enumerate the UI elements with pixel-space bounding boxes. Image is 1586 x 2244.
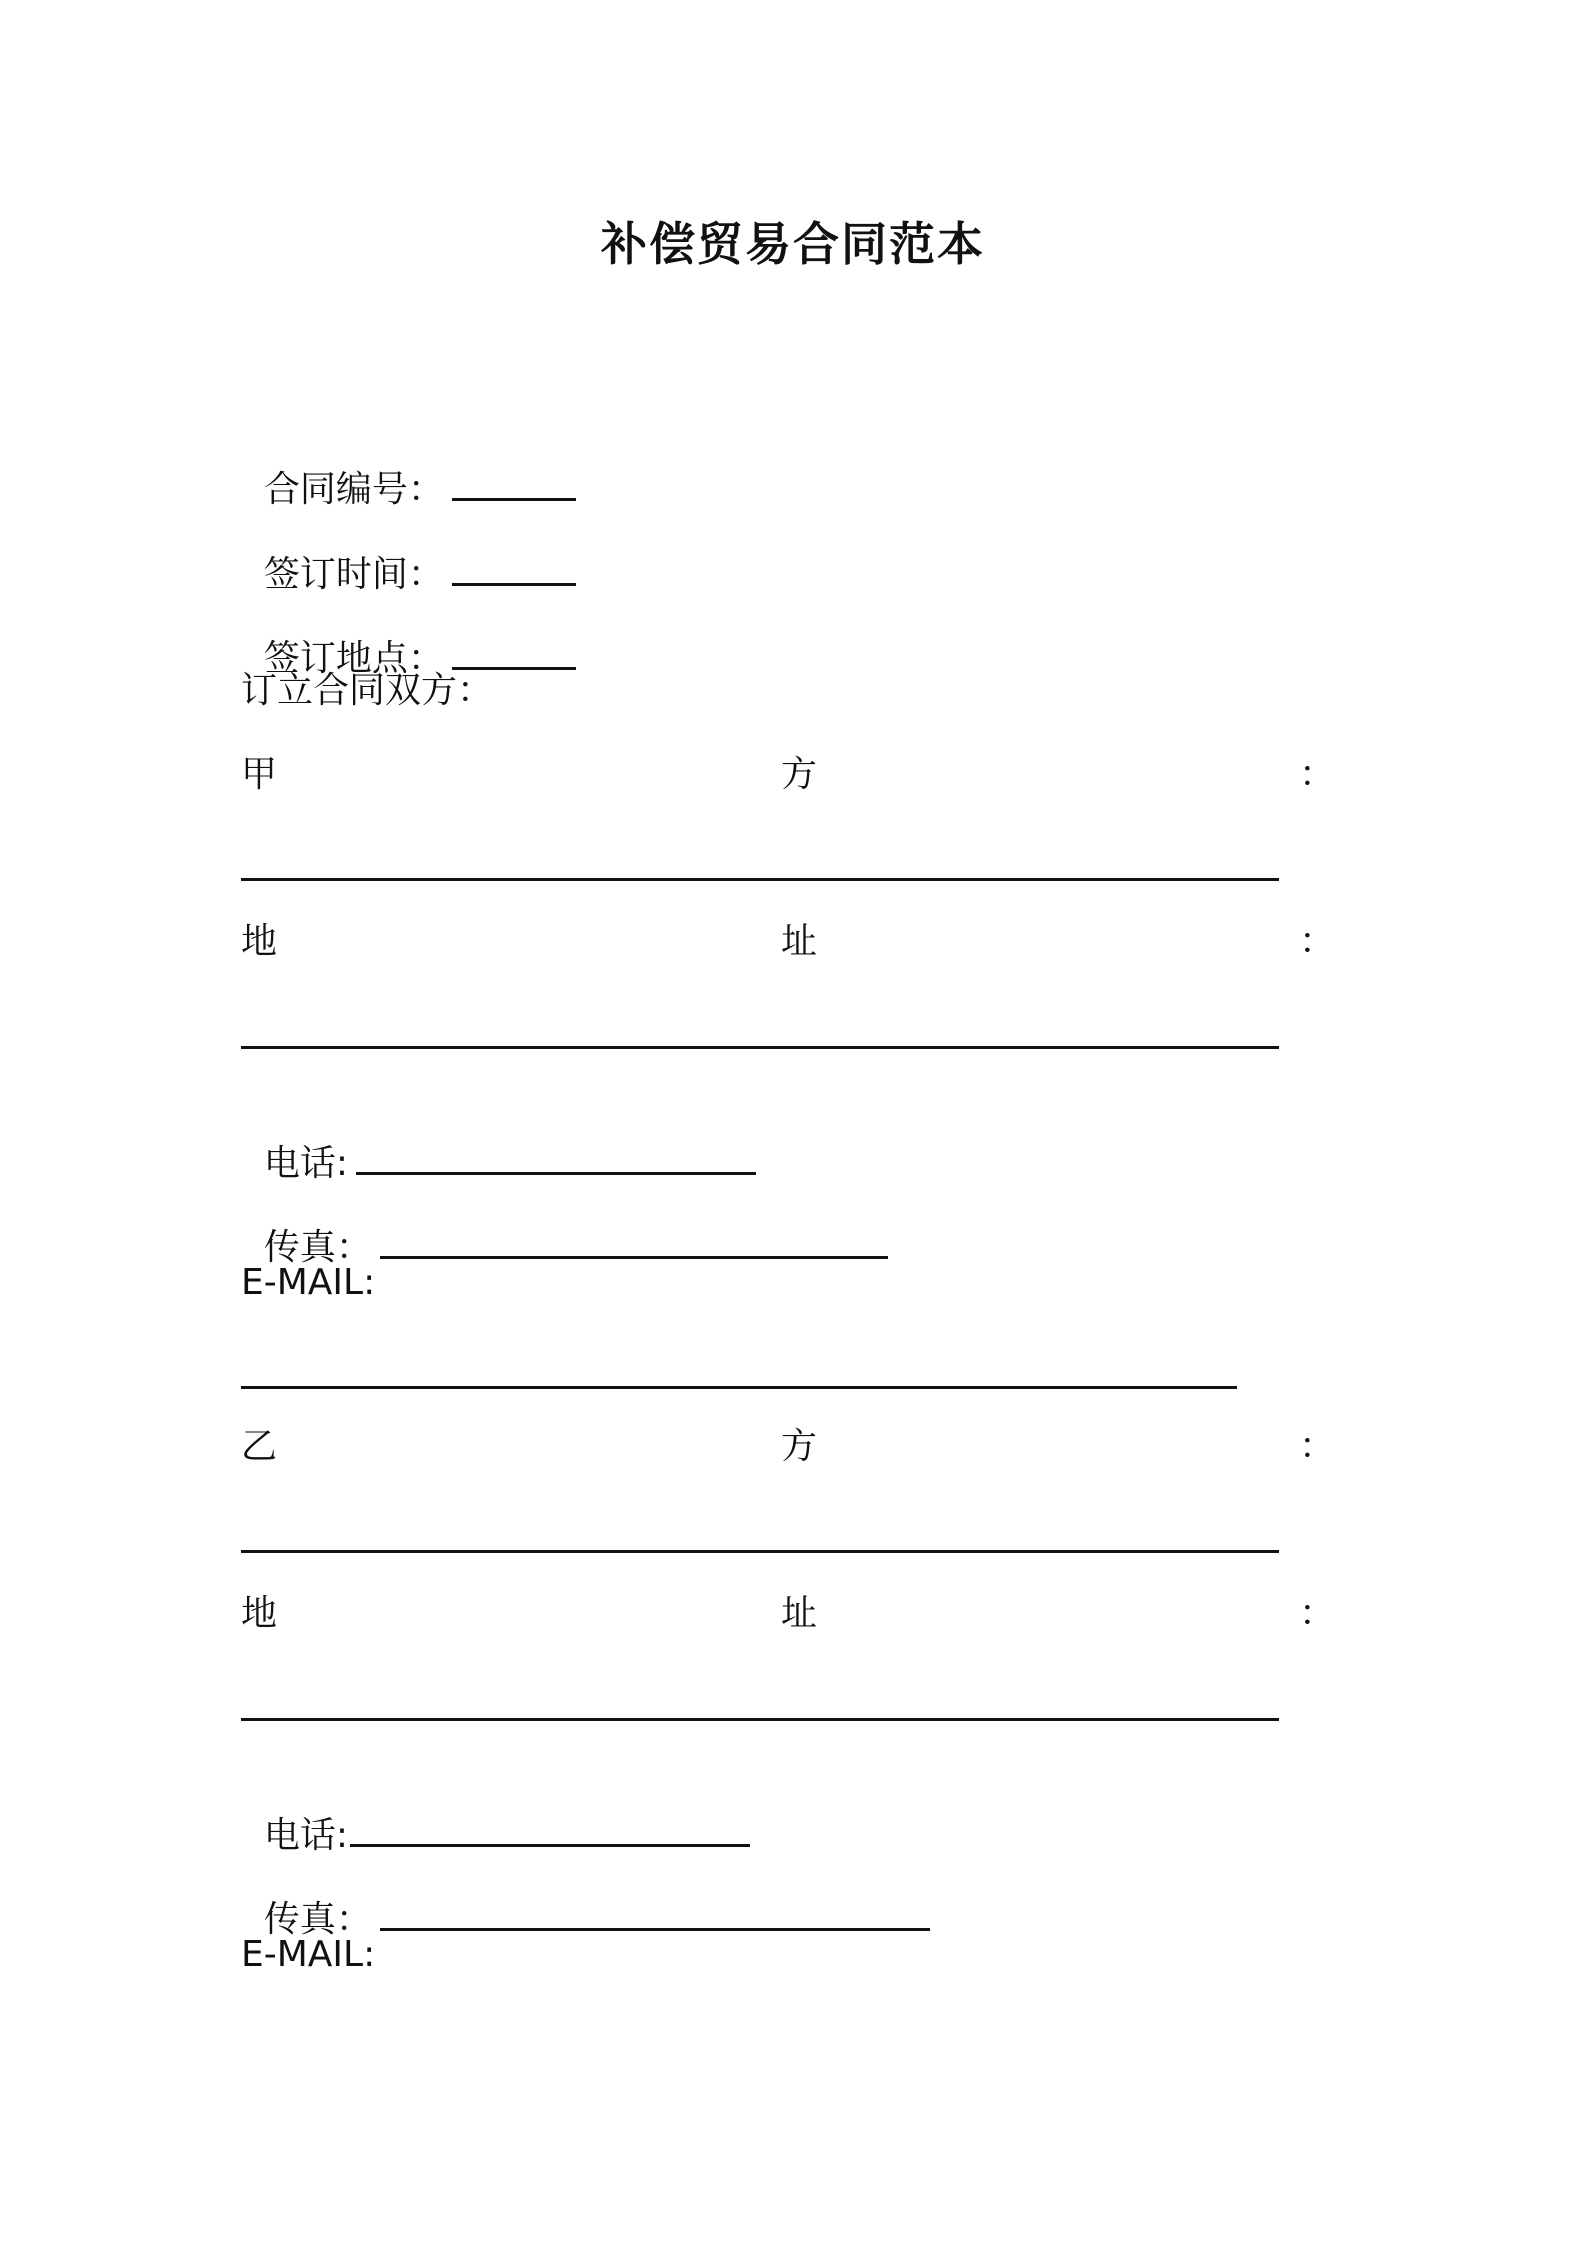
party-a-name-row: [241, 750, 1335, 800]
document-title: 补偿贸易合同范本: [601, 217, 985, 271]
party-a-address-field[interactable]: [241, 1046, 1279, 1049]
party-a-name-field[interactable]: [241, 878, 1279, 881]
party-b-char-2: 方: [781, 1426, 818, 1467]
party-b-email-label: E-MAIL:: [241, 1934, 376, 1975]
party-b-char-3: ：: [1298, 1426, 1335, 1467]
party-b-address-char-2: 址: [781, 1593, 818, 1634]
party-a-address-row: [241, 917, 1335, 967]
party-a-char-3: ：: [1298, 754, 1335, 795]
party-b-address-char-1: 地: [241, 1593, 278, 1634]
party-a-char-2: 方: [781, 754, 818, 795]
sign-place-field[interactable]: [452, 631, 576, 670]
party-a-address-char-3: ：: [1298, 921, 1335, 962]
sign-date-label: 签订时间：: [263, 554, 444, 595]
parties-label: 订立合同双方：: [241, 670, 494, 711]
party-b-address-char-3: ：: [1298, 1593, 1335, 1634]
party-b-char-1: 乙: [241, 1426, 278, 1467]
party-b-fax-field[interactable]: [380, 1892, 930, 1931]
party-b-address-field[interactable]: [241, 1718, 1279, 1721]
party-a-char-1: 甲: [241, 754, 278, 795]
party-a-address-char-2: 址: [781, 921, 818, 962]
party-b-name-row: [241, 1422, 1335, 1472]
party-b-name-field[interactable]: [241, 1550, 1279, 1553]
party-b-phone-label: 电话:: [263, 1815, 349, 1856]
party-a-address-char-1: 地: [241, 921, 278, 962]
party-a-email-field[interactable]: [241, 1386, 1237, 1389]
contract-no-label: 合同编号：: [263, 469, 444, 510]
party-a-fax-field[interactable]: [380, 1220, 888, 1259]
party-a-email-label: E-MAIL:: [241, 1262, 376, 1303]
contract-no-field[interactable]: [452, 462, 576, 501]
party-a-fax-label: 传真：: [263, 1227, 372, 1268]
sign-place-label: 签订地点：: [263, 638, 444, 679]
party-b-fax-label: 传真：: [263, 1899, 372, 1940]
party-b-address-row: [241, 1589, 1335, 1639]
party-a-phone-label: 电话:: [263, 1143, 349, 1184]
